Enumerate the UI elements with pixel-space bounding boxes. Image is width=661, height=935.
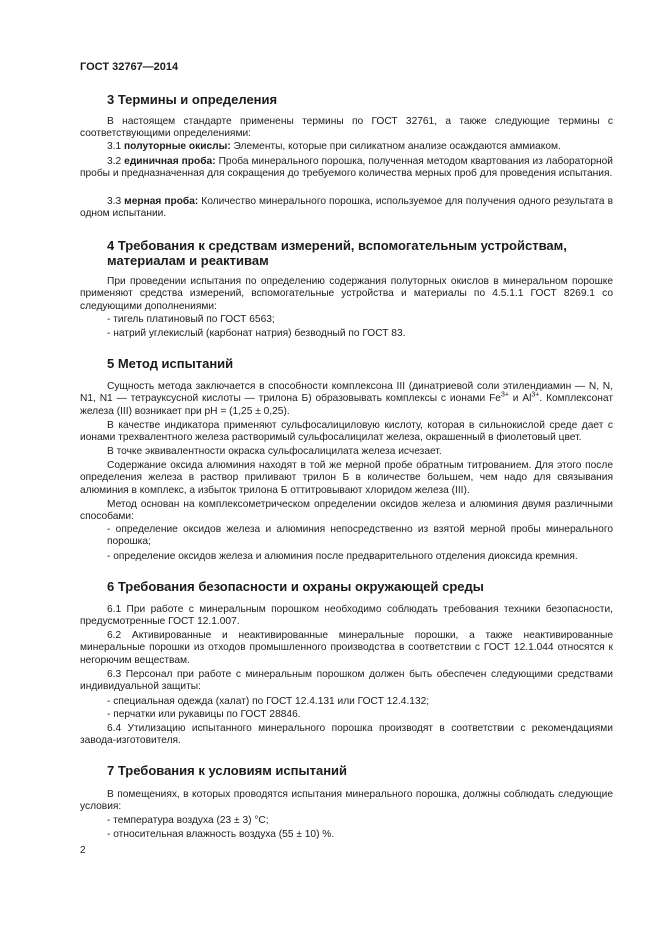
list-item: - определение оксидов железа и алюминия после предварительного отделения диоксида кремния.	[107, 551, 578, 562]
term-definition: Количество минерального порошка, используемое для получения одного результата в одном испытании.	[80, 196, 613, 220]
section-6-paragraph-2: 6.2 Активированные и неактивированные минеральные порошки, а также неактивированные минеральные порошки из отходов промышленного производства в соответствии с ГОСТ 12.1.044 относятся к негорючим веществам.	[80, 630, 613, 666]
term-number: 3.1	[107, 141, 124, 152]
term-name: единичная проба:	[124, 156, 216, 167]
list-item: - специальная одежда (халат) по ГОСТ 12.4.131 или ГОСТ 12.4.132;	[107, 696, 430, 707]
term-3-1	[80, 141, 613, 153]
section-4-title-line-1: 4 Требования к средствам измерений, вспомогательным устройствам,	[107, 238, 567, 253]
section-6-title: 6 Требования безопасности и охраны окружающей среды	[107, 579, 484, 594]
section-7-title: 7 Требования к условиям испытаний	[107, 763, 348, 778]
term-name: полуторные окислы:	[124, 141, 231, 152]
list-item: - перчатки или рукавицы по ГОСТ 28846.	[107, 709, 301, 720]
section-4-title-line-2: материалам и реактивам	[107, 253, 269, 268]
section-5-paragraph-1	[80, 381, 613, 418]
term-number: 3.2	[107, 156, 125, 167]
section-6-paragraph-3: 6.3 Персонал при работе с минеральным порошком должен быть обеспечен следующими средствами индивидуальной защиты:	[80, 669, 613, 693]
term-name: мерная проба:	[124, 196, 199, 207]
superscript: 3+	[531, 392, 540, 400]
text-run: Сущность метода заключается в способности комплексона III (динатриевой соли этилендиамин — N, N, N1, N1 — тетрауксусной кислоты — трилона Б) образовывать комплексы с ионами Fe	[80, 381, 613, 405]
section-5-paragraph-2: В качестве индикатора применяют сульфосалициловую кислоту, которая в сильнокислой среде дает с ионами трехвалентного железа растворимый сульфосалицилат железа, окрашенный в фиолетовый цвет.	[80, 420, 613, 444]
list-item: - натрий углекислый (карбонат натрия) безводный по ГОСТ 83.	[107, 328, 406, 339]
text-run: . Комплексонат железа (III) возникает при pH = (1,25 ± 0,25).	[80, 393, 613, 417]
section-6-paragraph-4: 6.4 Утилизацию испытанного минерального порошка производят в соответствии с рекомендациями завода-изготовителя.	[80, 723, 613, 747]
term-3-2	[80, 156, 613, 181]
list-item: - определение оксидов железа и алюминия непосредственно из взятой мерной пробы минерального порошка;	[107, 524, 613, 548]
term-3-3	[80, 196, 613, 221]
section-3-intro: В настоящем стандарте применены термины по ГОСТ 32761, а также следующие термины с соответствующими определениями:	[80, 116, 613, 140]
section-3-title: 3 Термины и определения	[107, 92, 278, 107]
page-number: 2	[80, 845, 86, 856]
section-5-paragraph-3: В точке эквивалентности окраска сульфосалицилата железа исчезает.	[107, 446, 442, 457]
term-definition: Элементы, которые при силикатном анализе осаждаются аммиаком.	[230, 141, 561, 152]
term-definition: Проба минерального порошка, полученная методом квартования из лабораторной пробы и предназначенная для сокращения до требуемого количества мерных проб для проведения испытания.	[80, 156, 613, 180]
section-5-title: 5 Метод испытаний	[107, 356, 234, 371]
document-header: ГОСТ 32767—2014	[80, 61, 179, 73]
text-run: и Al	[508, 393, 532, 405]
section-5-paragraph-5: Метод основан на комплексометрическом определении оксидов железа и алюминия двумя различными способами:	[80, 499, 613, 523]
section-7-paragraph: В помещениях, в которых проводятся испытания минерального порошка, должны соблюдать следующие условия:	[80, 789, 613, 813]
section-6-paragraph-1: 6.1 При работе с минеральным порошком необходимо соблюдать требования техники безопасности, предусмотренные ГОСТ 12.1.007.	[80, 604, 613, 628]
section-5-paragraph-4: Содержание оксида алюминия находят в той же мерной пробе обратным титрованием. Для этого после определения железа в раствор приливают трилон Б в количестве большем, чем надо для связывания алюминия в комплекс, а избыток трилона Б оттитровывают хлоридом железа (III).	[80, 460, 613, 496]
list-item: - температура воздуха (23 ± 3) °С;	[107, 815, 269, 826]
list-item: - относительная влажность воздуха (55 ± 10) %.	[107, 829, 335, 840]
list-item: - тигель платиновый по ГОСТ 6563;	[107, 314, 275, 325]
term-number: 3.3	[107, 196, 125, 207]
superscript: 3+	[500, 392, 509, 400]
section-4-paragraph: При проведении испытания по определению содержания полуторных окислов в минеральном порошке применяют средства измерений, вспомогательные устройства и материалы по 4.5.1.1 ГОСТ 8269.1 со следующими дополнениями:	[80, 276, 613, 312]
